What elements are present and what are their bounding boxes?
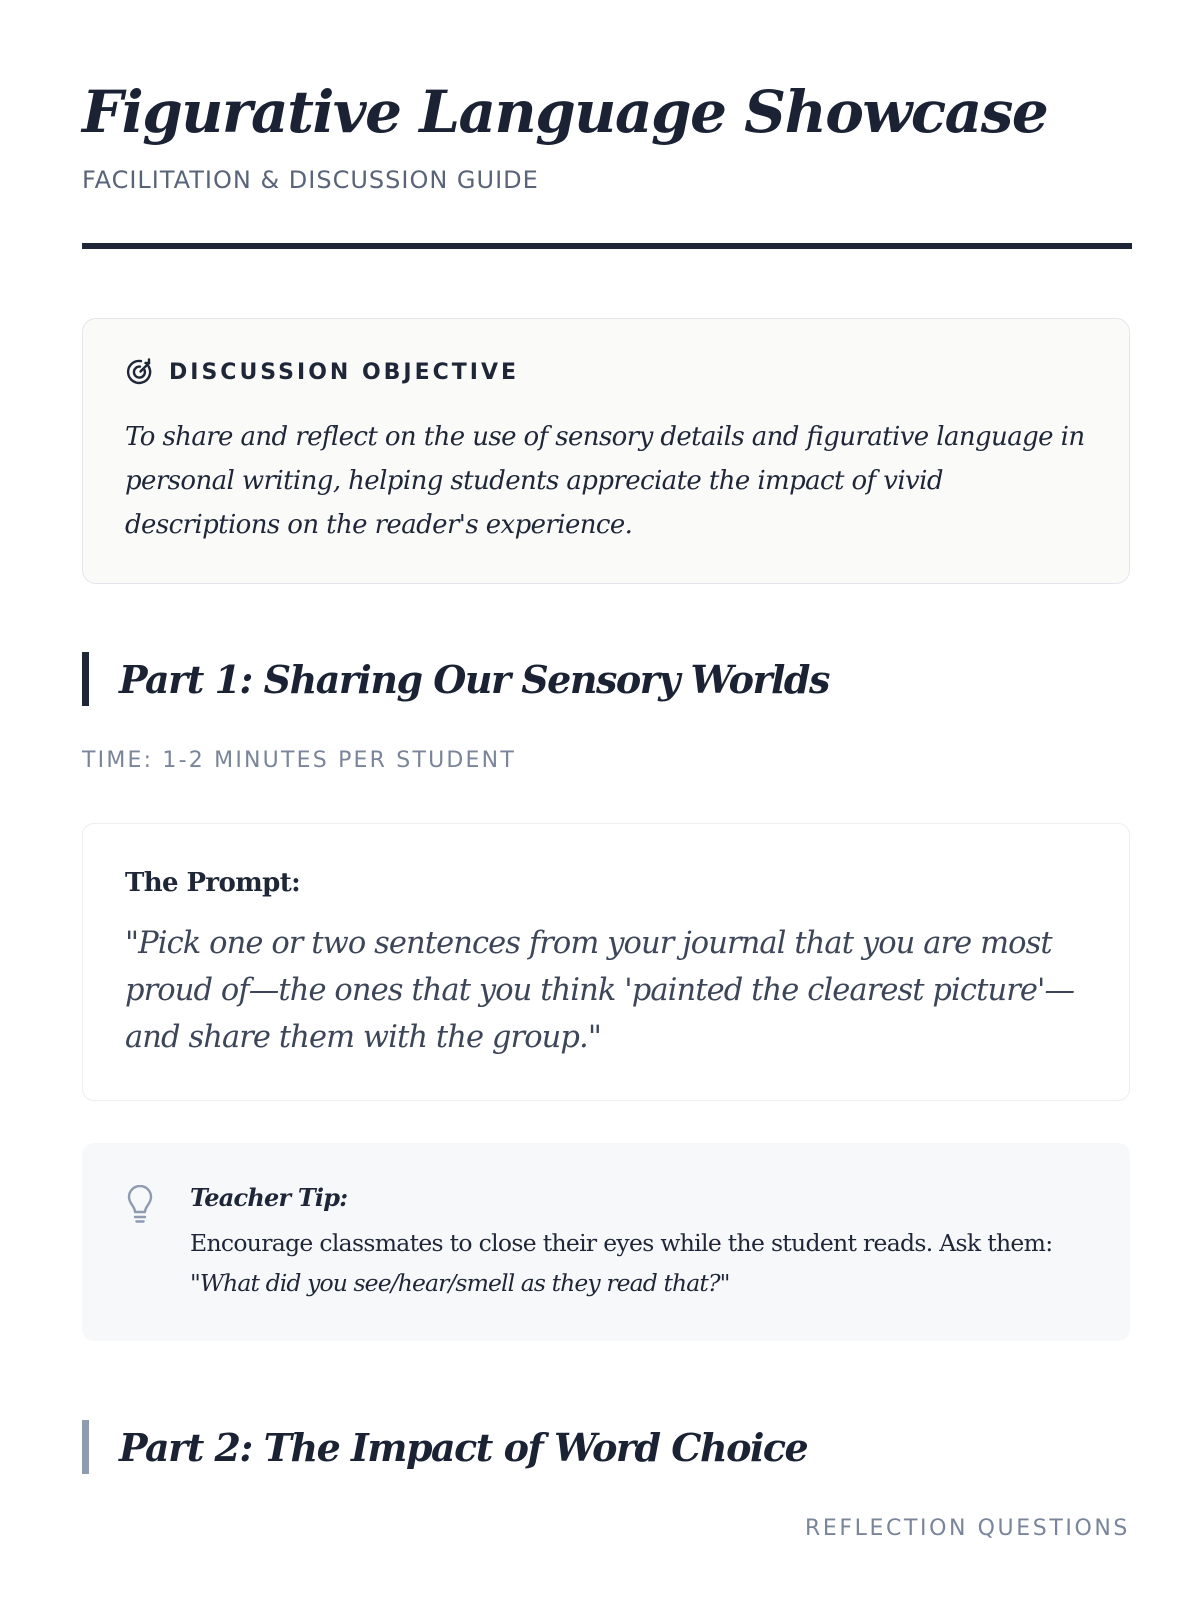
time-label: TIME: 1-2 MINUTES PER STUDENT <box>82 748 516 773</box>
section-heading-part-1 <box>82 652 829 706</box>
prompt-label: The Prompt: <box>125 868 301 898</box>
objective-header <box>125 357 519 387</box>
page-title: Figurative Language Showcase <box>82 78 1048 146</box>
teacher-tip-card <box>82 1143 1130 1341</box>
reflection-questions-label: REFLECTION QUESTIONS <box>804 1516 1130 1541</box>
section-title-part-2: Part 2: The Impact of Word Choice <box>119 1424 808 1470</box>
objective-text: To share and reflect on the use of sensory details and figurative language in personal writing, helping students appreciate the impact of vivid descriptions on the reader's experience. <box>125 422 1085 540</box>
section-heading-part-2 <box>82 1420 807 1474</box>
objective-card <box>82 318 1130 584</box>
target-icon <box>125 357 155 387</box>
section-title-part-1: Part 1: Sharing Our Sensory Worlds <box>119 656 829 702</box>
prompt-text: "Pick one or two sentences from your journal that you are most proud of—the ones that you think 'painted the clearest picture'—and share them with the group." <box>125 926 1075 1055</box>
teacher-tip-label: Teacher Tip: <box>190 1183 348 1212</box>
prompt-card <box>82 823 1130 1101</box>
lightbulb-icon <box>126 1185 154 1225</box>
teacher-tip-text <box>190 1223 1110 1303</box>
teacher-tip-body: Encourage classmates to close their eyes while the student reads. Ask them: <box>190 1229 1053 1257</box>
teacher-tip-quote: "What did you see/hear/smell as they read that?" <box>190 1269 730 1297</box>
section-accent-bar <box>82 1420 89 1474</box>
page-subtitle: FACILITATION & DISCUSSION GUIDE <box>82 166 539 194</box>
header-divider <box>82 243 1132 249</box>
objective-label: DISCUSSION OBJECTIVE <box>169 359 520 385</box>
section-accent-bar <box>82 652 89 706</box>
